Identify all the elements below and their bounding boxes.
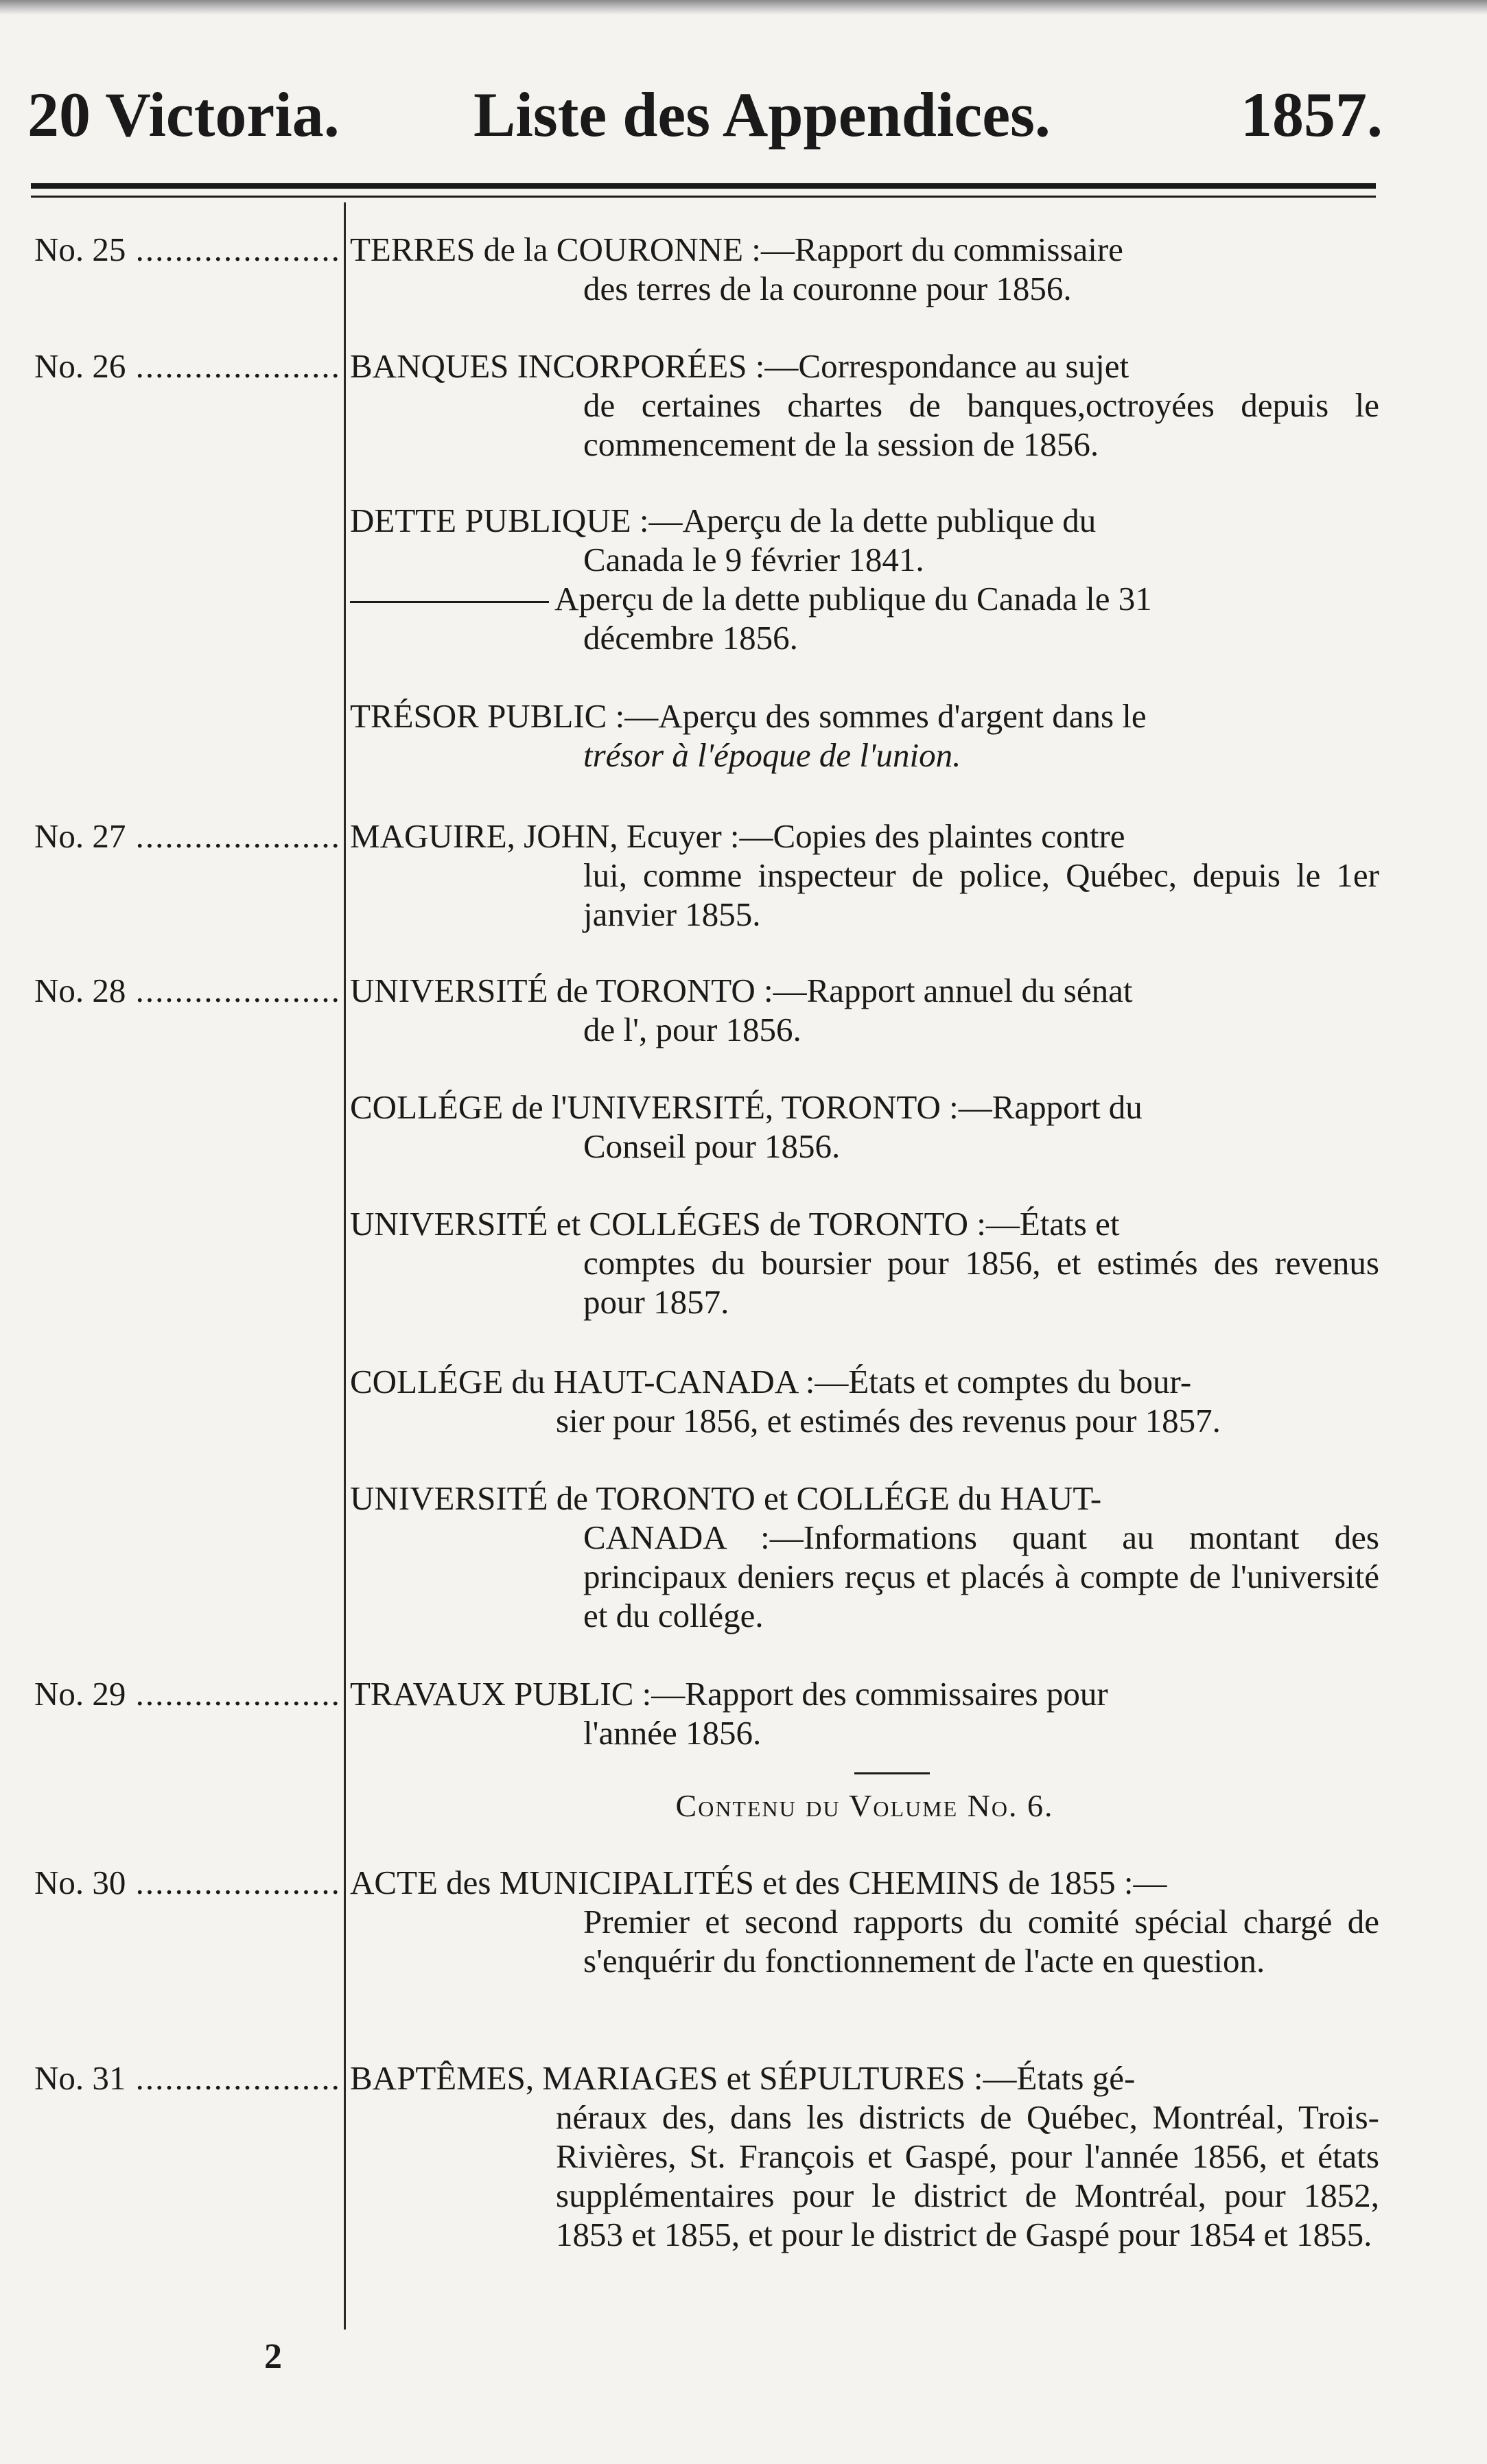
appendix-description: MAGUIRE, JOHN, Ecuyer :—Copies des plaintes contre lui, comme inspecteur de police, Québec, depuis le 1er janvier 1855. bbox=[350, 817, 1379, 933]
appendix-description: TERRES de la COURONNE :—Rapport du commissaire des terres de la couronne pour 1856. bbox=[350, 231, 1123, 307]
appendix-description: UNIVERSITÉ de TORONTO :—Rapport annuel du sénat de l', pour 1856. bbox=[350, 972, 1133, 1048]
appendix-description: BAPTÊMES, MARIAGES et SÉPULTURES :—États gé- néraux des, dans les districts de Québec, Montréal, Trois-Rivières, St. François et Gaspé, pour l'année 1856, et états supplémentaires pour le district de Montréal, pour 1852, 1853 et 1855, et pour le district de Gaspé pour 1854 et 1855. bbox=[350, 2059, 1379, 2253]
column-divider bbox=[344, 202, 346, 2330]
appendix-number: No. 26 ..... bbox=[34, 347, 342, 386]
appendix-description: ACTE des MUNICIPALITÉS et des CHEMINS de 1855 :— Premier et second rapports du comité spécial chargé de s'enquérir du fonctionnement de l'acte en question. bbox=[350, 1864, 1379, 1980]
appendix-number: No. 28 ..... bbox=[34, 971, 342, 1010]
appendix-number: No. 27 ..... bbox=[34, 817, 342, 856]
header-rule-thin bbox=[31, 196, 1376, 198]
header-year: 1857. bbox=[1241, 80, 1383, 150]
appendix-description: COLLÉGE de l'UNIVERSITÉ, TORONTO :—Rapport du Conseil pour 1856. bbox=[350, 1088, 1143, 1165]
appendix-number: No. 29 ..... bbox=[34, 1674, 342, 1713]
appendix-description: TRÉSOR PUBLIC :—Aperçu des sommes d'argent dans le trésor à l'époque de l'union. bbox=[350, 697, 1147, 774]
appendix-description: COLLÉGE du HAUT-CANADA :—États et comptes du bour- sier pour 1856, et estimés des revenus pour 1857. bbox=[350, 1363, 1221, 1440]
appendix-number: No. 25 ..... bbox=[34, 230, 342, 269]
appendix-description: UNIVERSITÉ et COLLÉGES de TORONTO :—États et comptes du boursier pour 1856, et estimés des revenus pour 1857. bbox=[350, 1205, 1379, 1321]
appendix-description: UNIVERSITÉ de TORONTO et COLLÉGE du HAUT- CANADA :—Informations quant au montant des principaux deniers reçus et placés à compte de l'université et du collége. bbox=[350, 1479, 1379, 1634]
appendix-number: No. 30 ..... bbox=[34, 1863, 342, 1902]
ditto-dash bbox=[350, 601, 549, 603]
section-rule bbox=[854, 1772, 930, 1774]
appendix-description: BANQUES INCORPORÉES :—Correspondance au sujet de certaines chartes de banques,octroyées depuis le commencement de la session de 1856. bbox=[350, 347, 1379, 463]
scan-top-edge bbox=[0, 0, 1487, 15]
header-session: 20 Victoria. bbox=[27, 80, 340, 150]
page-header bbox=[27, 63, 1383, 159]
page-number: 2 bbox=[264, 2337, 282, 2376]
header-rule-thick bbox=[31, 183, 1376, 189]
appendix-number: No. 31 ..... bbox=[34, 2058, 342, 2098]
header-title: Liste des Appendices. bbox=[473, 80, 1051, 150]
appendix-description: TRAVAUX PUBLIC :—Rapport des commissaires pour l'année 1856. bbox=[350, 1675, 1108, 1752]
section-heading: Contenu du Volume No. 6. bbox=[675, 1788, 1054, 1823]
appendix-description: DETTE PUBLIQUE :—Aperçu de la dette publique du Canada le 9 février 1841. Aperçu de la dette publique du Canada le 31 décembre 1856. bbox=[350, 502, 1152, 657]
